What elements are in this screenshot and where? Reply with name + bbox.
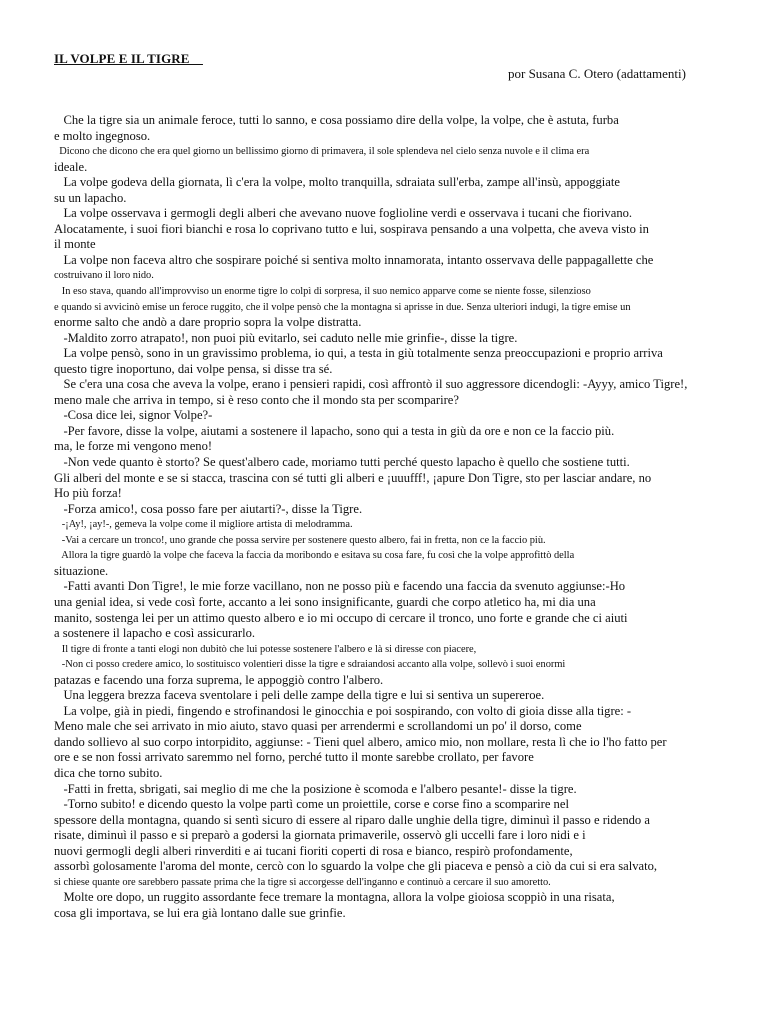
text-line: -Non ci posso credere amico, lo sostituisco volentieri disse la tigre e sdraiandosi accanto alla volpe, sollevò i suoi enormi [54,659,566,671]
text-line: La volpe godeva della giornata, lì c'era la volpe, molto tranquilla, sdraiata sull'erba, zampe all'insù, appoggiate [54,175,620,190]
text-line: si chiese quante ore sarebbero passate prima che la tigre si accorgesse dell'inganno e continuò a cercare il suo amoretto. [54,876,551,888]
text-line: dica che torno subito. [54,765,163,780]
text-line: Meno male che sei arrivato in mio aiuto, stavo quasi per arrendermi e scrollandomi un po' il dorso, come [54,719,582,734]
text-line: -Torno subito! e dicendo questo la volpe partì come un proiettile, corse e corse fino a scomparire nel [54,797,569,812]
text-line: -Fatti in fretta, sbrigati, sai meglio di me che la posizione è scomoda e l'albero pesante!- disse la tigre. [54,781,577,796]
text-line: Il tigre di fronte a tanti elogi non dubitò che lui potesse sostenere l'albero e là si diresse con piacere, [54,643,477,655]
text-line: e molto ingegnoso. [54,128,151,143]
text-line: meno male che arriva in tempo, si è reso conto che il mondo sta per scomparire? [54,392,459,407]
text-line: patazas e facendo una forza suprema, le appoggiò contro l'albero. [54,672,384,687]
text-line: costruivano il loro nido. [54,270,154,282]
text-line: -Forza amico!, cosa posso fare per aiutarti?-, disse la Tigre. [54,501,363,516]
text-line: -Cosa dice lei, signor Volpe?- [54,408,213,423]
text-line: Allora la tigre guardò la volpe che faceva la faccia da moribondo e esitava su cosa fare, fu così che la volpe approfittò della [54,550,575,562]
text-line: e quando si avvicinò emise un feroce ruggito, che il volpe pensò che la montagna si aprisse in due. Senza ulteriori indugi, la tigre emise un [54,301,631,313]
text-line: cosa gli importava, se lui era già lontano dalle sue grinfie. [54,905,346,920]
text-line: ore e se non fossi arrivato saremmo nel forno, perché tutto il monte sarebbe crollato, per favore [54,750,534,765]
text-line: -¡Ay!, ¡ay!-, gemeva la volpe come il migliore artista di melodramma. [54,519,353,531]
text-line: Gli alberi del monte e se si stacca, trascina con sé tutti gli alberi e ¡uuufff!, ¡apure Don Tigre, sto per lasciar andare, no [54,470,652,485]
text-line: La volpe osservava i germogli degli alberi che avevano nuove foglioline verdi e osservava i tucani che fiorivano. [54,206,633,221]
text-line: assorbì golosamente l'aroma del monte, cercò con lo sguardo la volpe che gli piaceva e pensò a ciò da cui si era salvato, [54,859,658,874]
text-line: -Vai a cercare un tronco!, uno grande che possa servire per sostenere questo albero, fai in fretta, non ce la faccio più. [54,534,546,546]
text-line: nuovi germogli degli alberi rinverditi e ai tucani fioriti coperti di rosa e bianco, respirò profondamente, [54,843,573,858]
text-line: Una leggera brezza faceva sventolare i peli delle zampe della tigre e lui si sentiva un supereroe. [54,688,545,703]
text-line: questo tigre inoportuno, dai volpe pensa, si disse tra sé. [54,361,333,376]
text-line: situazione. [54,563,109,578]
text-line: spessore della montagna, quando si sentì sicuro di essere al riparo dalle unghie della tigre, diminuì il passo e ridendo a [54,812,650,827]
text-line: su un lapacho. [54,190,127,205]
text-line: -Fatti avanti Don Tigre!, le mie forze vacillano, non ne posso più e facendo una faccia da svenuto aggiunse:-Ho [54,579,626,594]
text-line: a sostenere il lapacho e così assicurarlo. [54,626,256,641]
text-line: dando sollievo al suo corpo intorpidito, aggiunse: - Tieni quel albero, amico mio, non mollare, resta lì che io l'ho fatto per [54,734,667,749]
story-body [54,113,714,921]
text-line: ma, le forze mi vengono meno! [54,439,213,454]
text-line: In eso stava, quando all'improvviso un enorme tigre lo colpì di sorpresa, il suo nemico apparve come se niente fosse, silenzioso [54,286,591,298]
text-line: il monte [54,237,96,252]
text-line: enorme salto che andò a dare proprio sopra la volpe distratta. [54,315,362,330]
text-line: Molte ore dopo, un ruggito assordante fece tremare la montagna, allora la volpe gioiosa scoppiò in una risata, [54,890,615,905]
text-line: una genial idea, si vede così forte, accanto a lei sono insignificante, guardi che corpo atletico ha, mi dia una [54,594,596,609]
text-line: ideale. [54,159,88,174]
text-line: -Non vede quanto è storto? Se quest'albero cade, moriamo tutti perché questo lapacho è quello che sostiene tutti. [54,455,630,470]
author-credit: por Susana C. Otero (adattamenti) [508,66,686,81]
story-title: IL VOLPE E IL TIGRE [54,51,203,66]
text-line: Dicono che dicono che era quel giorno un bellissimo giorno di primavera, il sole splendeva nel cielo senza nuvole e il clima era [54,146,590,158]
text-line: -Per favore, disse la volpe, aiutami a sostenere il lapacho, sono qui a testa in giù da ore e non ce la faccio più. [54,423,615,438]
text-line: La volpe, già in piedi, fingendo e strofinandosi le ginocchia e poi sospirando, con volto di gioia disse alla tigre: - [54,703,632,718]
text-line: risate, diminuì il passo e si preparò a godersi la giornata primaverile, osservò gli uccelli fare i loro nidi e i [54,828,586,843]
text-line: Alocatamente, i suoi fiori bianchi e rosa lo coprivano tutto e lui, sospirava pensando a una volpetta, che aveva visto in [54,221,649,236]
text-line: La volpe non faceva altro che sospirare poiché si sentiva molto innamorata, intanto osservava delle pappagallette che [54,252,654,267]
text-line: Ho più forza! [54,486,122,501]
text-line: manito, sostenga lei per un attimo questo albero e io mi occupo di cercare il tronco, uno forte e grande che ci aiuti [54,610,628,625]
text-line: Che la tigre sia un animale feroce, tutti lo sanno, e cosa possiamo dire della volpe, la volpe, che è astuta, furba [54,113,619,127]
text-line: Se c'era una cosa che aveva la volpe, erano i pensieri rapidi, così affrontò il suo aggressore dicendogli: -Ayyy, amico Tigre!, [54,377,688,392]
text-line: La volpe pensò, sono in un gravissimo problema, io qui, a testa in giù totalmente senza preoccupazioni e proprio arriva [54,346,663,361]
text-line: -Maldito zorro atrapato!, non puoi più evitarlo, sei caduto nelle mie grinfie-, disse la tigre. [54,330,518,345]
